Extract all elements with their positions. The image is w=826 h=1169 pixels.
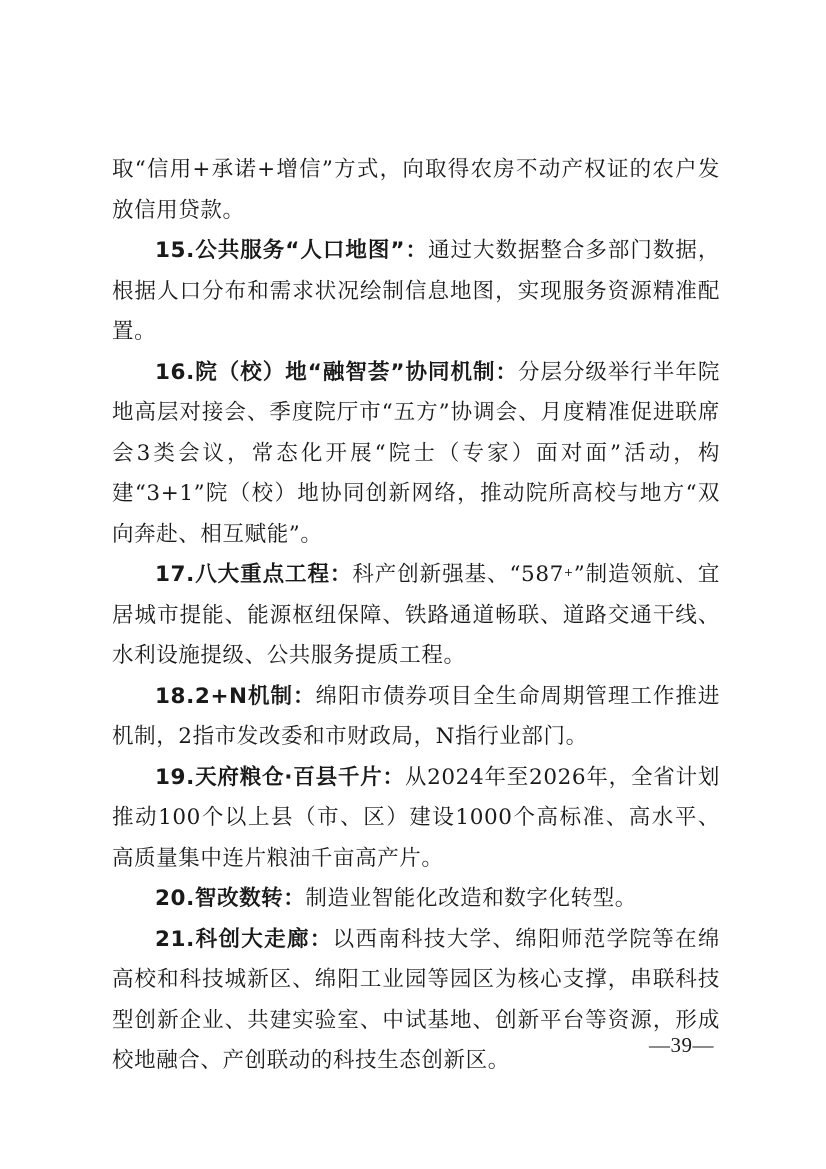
item-15-text: 通过大数据整合多部门数据，根据人口分布和需求状况绘制信息地图，实现服务资源精准配置。	[112, 238, 720, 344]
item-19-term: 19.天府粮仓·百县千片：	[155, 764, 405, 790]
item-18-paragraph	[112, 677, 720, 758]
item-20-text: 制造业智能化改造和数字化转型。	[305, 886, 637, 911]
item-16-paragraph	[112, 353, 720, 556]
page-number: —39—	[649, 1033, 714, 1057]
item-17-term: 17.八大重点工程：	[155, 562, 353, 587]
item-21-paragraph	[112, 920, 720, 1082]
item-17-text-after: ”制造领航、宜居城市提能、能源枢纽保障、铁路通道畅联、道路交通干线、水利设施提级、公共服务提质工程。	[112, 562, 720, 668]
item-16-text: 分层分级举行半年院地高层对接会、季度院厅市“五方”协调会、月度精准促进联席会3类会议，常态化开展“院士（专家）面对面”活动，构建“3+1”院（校）地协同创新网络，推动院所高校与地方“双向奔赴、相互赋能”。	[112, 359, 720, 547]
item-15-paragraph	[112, 231, 720, 353]
item-19-paragraph	[112, 758, 720, 880]
item-17-paragraph	[112, 555, 720, 677]
item-16-term: 16.院（校）地“融智荟”协同机制：	[155, 359, 518, 385]
continuation-paragraph: 取“信用+承诺+增信”方式，向取得农房不动产权证的农户发放信用贷款。	[112, 157, 720, 223]
item-21-term: 21.科创大走廊：	[155, 926, 333, 952]
document-body	[112, 150, 720, 1082]
item-15-term: 15.公共服务“人口地图”：	[155, 238, 428, 263]
item-20-term: 20.智改数转：	[155, 886, 306, 911]
item-17-superscript: +	[563, 566, 574, 579]
item-18-text: 绵阳市债券项目全生命周期管理工作推进机制，2指市发改委和市财政局，N指行业部门。	[112, 683, 720, 749]
item-21-text: 以西南科技大学、绵阳师范学院等在绵高校和科技城新区、绵阳工业园等园区为核心支撑，串联科技型创新企业、共建实验室、中试基地、创新平台等资源，形成校地融合、产创联动的科技生态创新区。	[112, 926, 720, 1073]
item-17-text-before: 科产创新强基、“587	[352, 562, 564, 587]
item-19-text: 从2024年至2026年，全省计划推动100个以上县（市、区）建设1000个高标准、高水平、高质量集中连片粮油千亩高产片。	[112, 764, 720, 871]
item-20-paragraph	[112, 879, 720, 920]
item-18-term: 18.2+N机制：	[155, 683, 316, 709]
